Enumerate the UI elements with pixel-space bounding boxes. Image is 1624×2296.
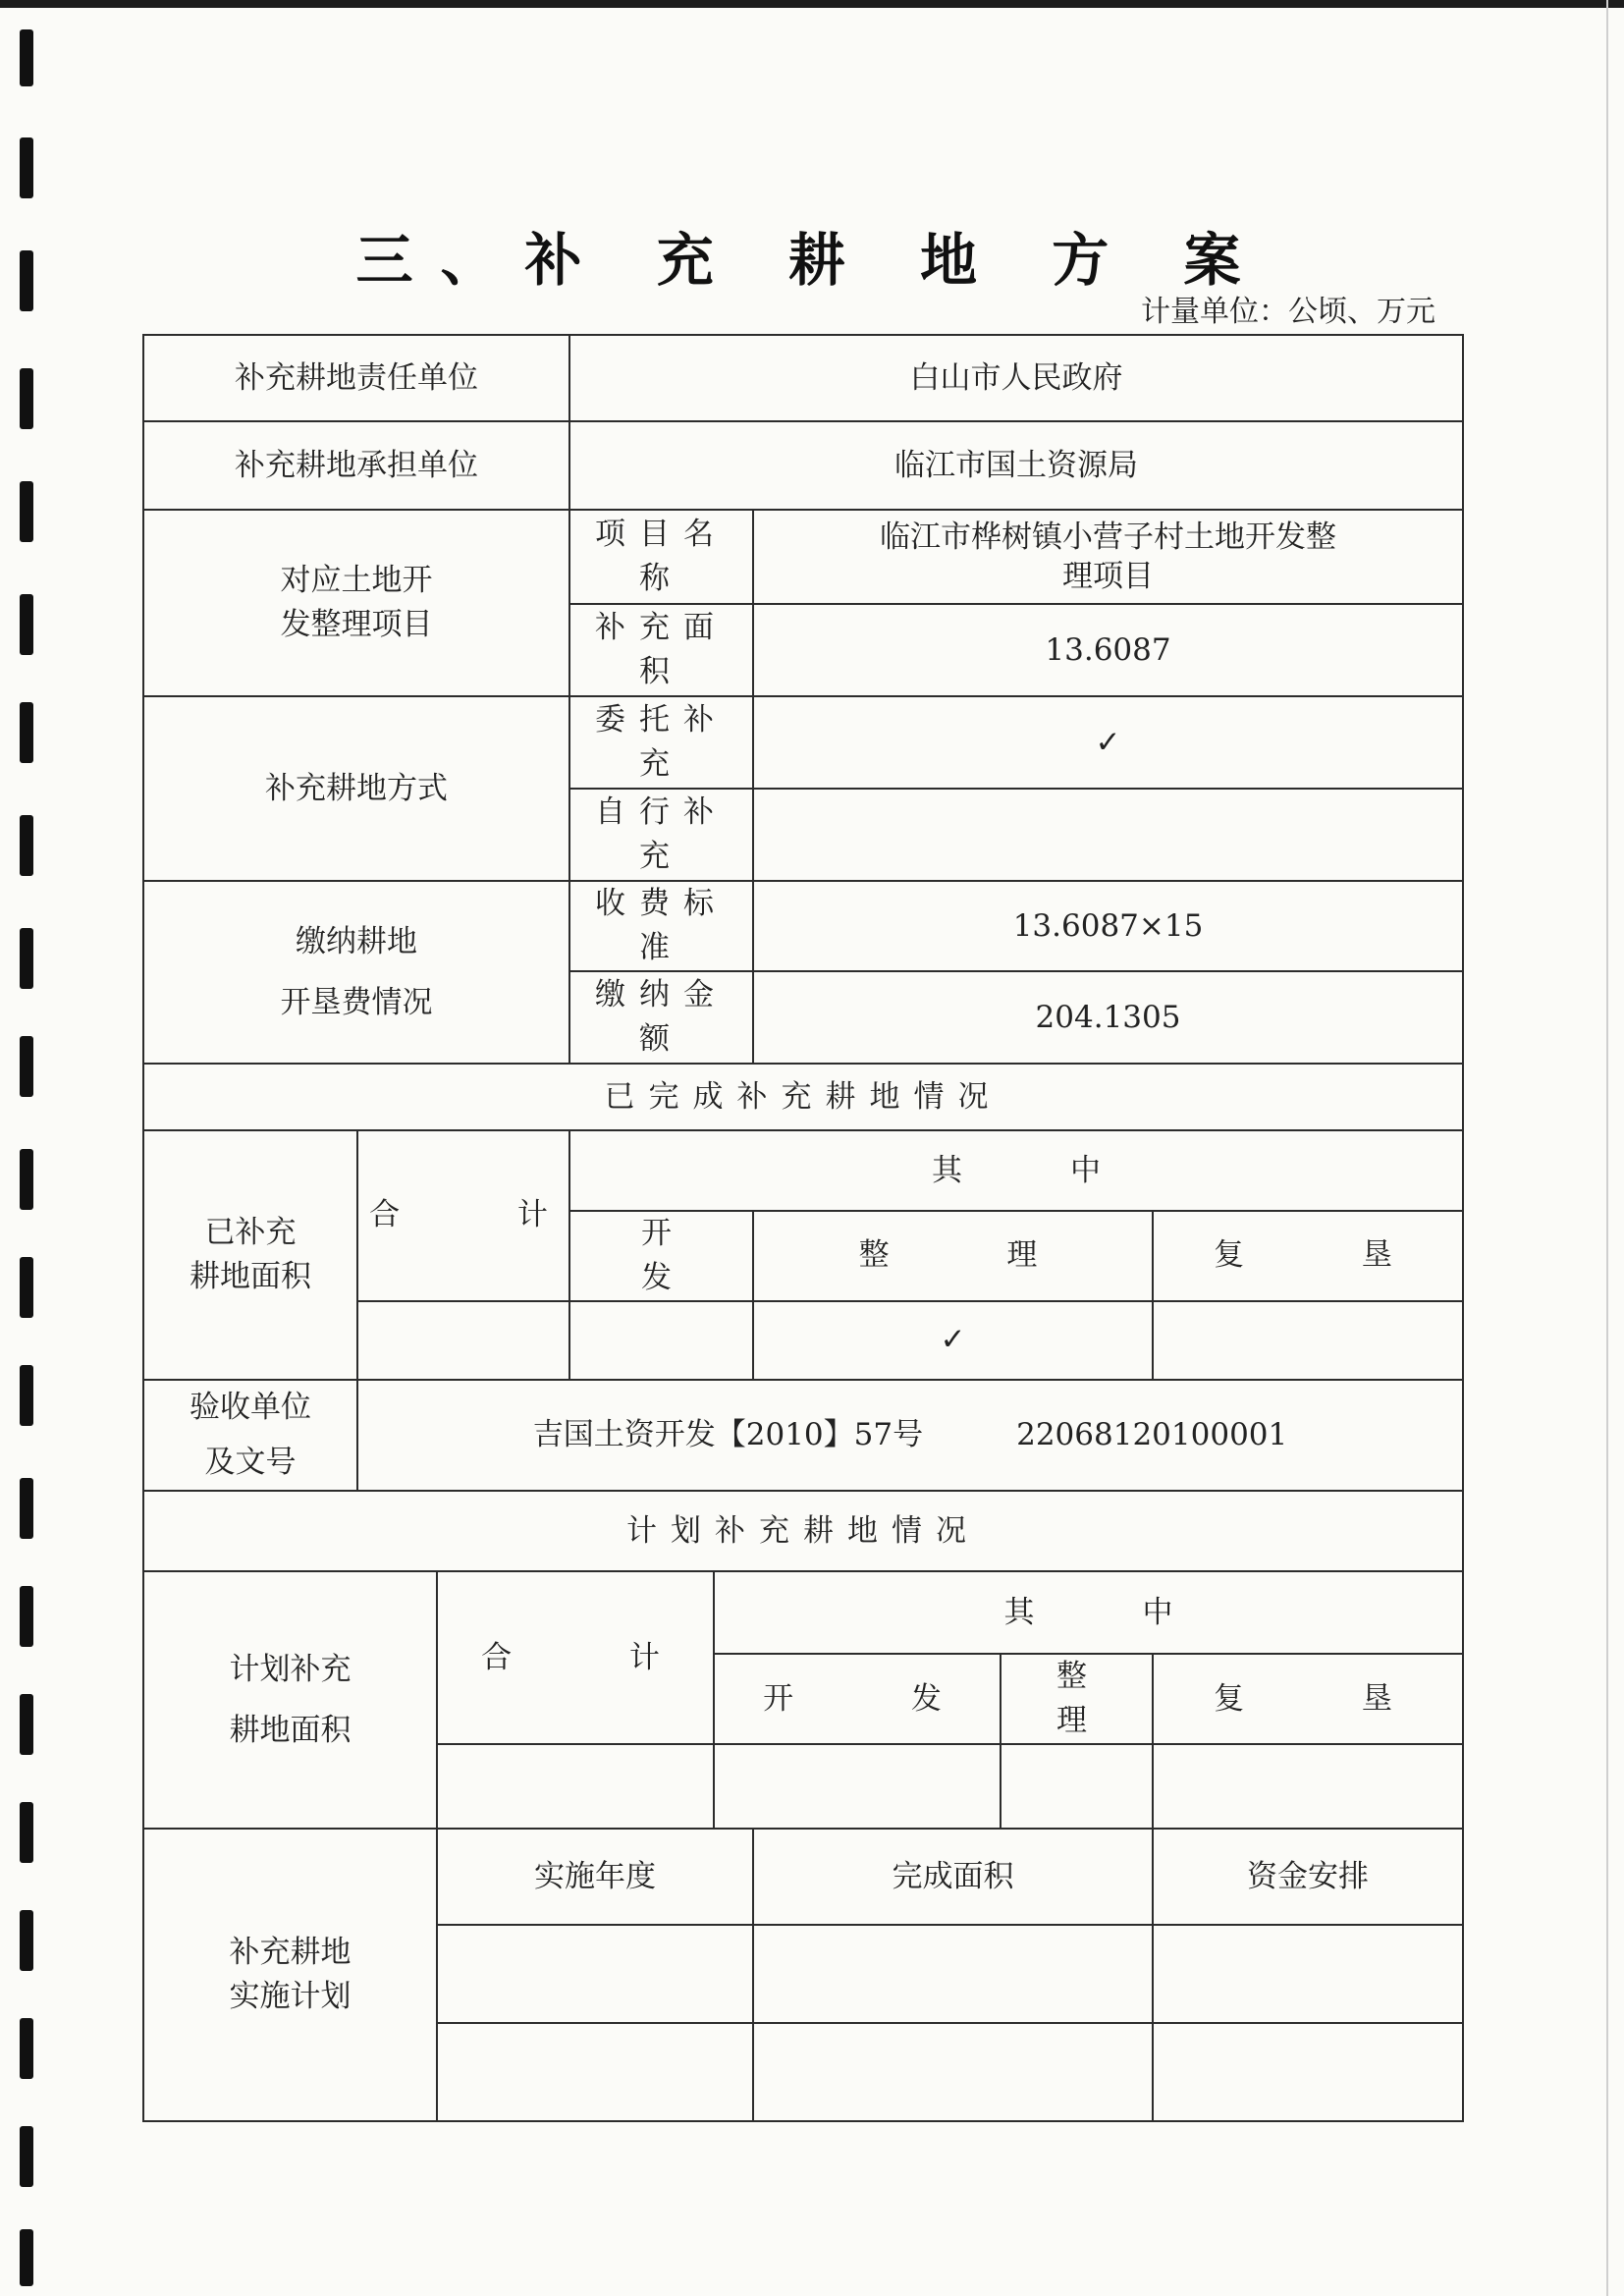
- binding-hole: [20, 137, 33, 198]
- planned-section-header: 计划补充耕地情况: [143, 1491, 1463, 1571]
- implementation-label-line1: 补充耕地: [229, 1935, 352, 1971]
- responsible-unit-label: 补充耕地责任单位: [143, 335, 569, 421]
- planned-consolidate-label: 整 理: [1001, 1654, 1153, 1744]
- entrusted-label: 委托补充: [569, 696, 753, 789]
- planned-consolidate-value: [1001, 1744, 1153, 1829]
- fee-label: [143, 881, 569, 1064]
- project-label-line1: 对应土地开: [280, 563, 433, 599]
- acceptance-label-line1: 验收单位: [189, 1389, 311, 1425]
- planned-of-which-header: [714, 1571, 1463, 1654]
- project-name-label: 项目名称: [569, 510, 753, 604]
- completed-area-label: [143, 1130, 357, 1380]
- project-name-line2: 理项目: [1062, 559, 1155, 594]
- project-name-value: [753, 510, 1463, 604]
- binding-hole: [20, 2018, 33, 2079]
- binding-hole: [20, 2229, 33, 2286]
- completed-develop-value: [569, 1301, 753, 1380]
- implementation-year-header: 实施年度: [437, 1829, 753, 1925]
- planned-develop-label: 开 发: [714, 1654, 1001, 1744]
- binding-hole: [20, 1910, 33, 1971]
- binding-hole: [20, 1694, 33, 1755]
- binding-hole: [20, 2126, 33, 2187]
- acceptance-code: 22068120100001: [1016, 1417, 1288, 1453]
- fee-amount-value: 204.1305: [753, 971, 1463, 1064]
- method-label: 补充耕地方式: [143, 696, 569, 881]
- planned-total-label: 合 计: [437, 1571, 714, 1744]
- project-area-label: 补充面积: [569, 604, 753, 696]
- completed-header-row: [143, 1064, 1463, 1130]
- undertaking-unit-row: [143, 421, 1463, 510]
- completed-total-value: [357, 1301, 569, 1380]
- completed-of-which-right: 中: [1070, 1152, 1102, 1188]
- implementation-year-cell: [437, 1925, 753, 2023]
- binding-hole: [20, 1586, 33, 1647]
- completed-section-header: 已完成补充耕地情况: [143, 1064, 1463, 1130]
- scan-right-edge: [1606, 0, 1608, 2296]
- completed-consolidate-label: 整 理: [753, 1211, 1153, 1301]
- implementation-header-row: [143, 1829, 1463, 1925]
- fee-standard-row: [143, 881, 1463, 971]
- completed-develop-label: 开 发: [569, 1211, 753, 1301]
- acceptance-label-line2: 及文号: [204, 1444, 297, 1480]
- undertaking-unit-value: 临江市国土资源局: [569, 421, 1463, 510]
- completed-reclaim-label: 复 垦: [1153, 1211, 1463, 1301]
- binding-hole: [20, 481, 33, 542]
- implementation-area-cell: [753, 2023, 1153, 2121]
- completed-consolidate-check-mark: ✓: [753, 1301, 1153, 1380]
- completed-area-label-line2: 耕地面积: [189, 1258, 311, 1294]
- planned-area-label-line1: 计划补充: [229, 1652, 352, 1688]
- completed-area-label-line1: 已补充: [204, 1215, 297, 1250]
- implementation-fund-cell: [1153, 2023, 1463, 2121]
- binding-hole: [20, 928, 33, 989]
- completed-of-which-left: 其: [932, 1152, 963, 1188]
- fee-amount-label: 缴纳金额: [569, 971, 753, 1064]
- project-name-row: [143, 510, 1463, 604]
- planned-of-which-row: [143, 1571, 1463, 1654]
- page-title: 三、补 充 耕 地 方 案: [355, 227, 1269, 294]
- entrusted-row: [143, 696, 1463, 789]
- entrusted-check-mark: ✓: [753, 696, 1463, 789]
- planned-develop-value: [714, 1744, 1001, 1829]
- implementation-area-header: 完成面积: [753, 1829, 1153, 1925]
- fee-standard-label: 收费标准: [569, 881, 753, 971]
- binding-hole: [20, 368, 33, 429]
- planned-reclaim-label: 复 垦: [1153, 1654, 1463, 1744]
- planned-header-row: [143, 1491, 1463, 1571]
- project-label-line2: 发整理项目: [280, 607, 433, 642]
- scan-top-edge: [0, 0, 1624, 8]
- self-supplement-value: [753, 789, 1463, 881]
- implementation-label: [143, 1829, 437, 2121]
- completed-of-which-header: [569, 1130, 1463, 1211]
- implementation-fund-cell: [1153, 1925, 1463, 2023]
- self-supplement-label: 自行补充: [569, 789, 753, 881]
- binding-hole: [20, 815, 33, 876]
- binding-hole: [20, 1478, 33, 1539]
- project-area-value: 13.6087: [753, 604, 1463, 696]
- acceptance-doc-number: 吉国土资开发【2010】57号: [532, 1417, 924, 1453]
- project-name-line1: 临江市桦树镇小营子村土地开发整: [880, 519, 1337, 555]
- completed-of-which-row: [143, 1130, 1463, 1211]
- binding-hole: [20, 1257, 33, 1318]
- fee-label-line1: 缴纳耕地: [296, 924, 417, 959]
- completed-reclaim-value: [1153, 1301, 1463, 1380]
- binding-hole: [20, 29, 33, 86]
- undertaking-unit-label: 补充耕地承担单位: [143, 421, 569, 510]
- completed-total-label: 合 计: [357, 1130, 569, 1301]
- project-label: [143, 510, 569, 696]
- binding-hole: [20, 1149, 33, 1210]
- fee-label-line2: 开垦费情况: [280, 985, 433, 1020]
- binding-hole: [20, 1365, 33, 1426]
- binding-hole: [20, 1036, 33, 1097]
- responsible-unit-value: 白山市人民政府: [569, 335, 1463, 421]
- unit-note: 计量单位：公顷、万元: [1141, 295, 1435, 329]
- implementation-year-cell: [437, 2023, 753, 2121]
- planned-area-label: [143, 1571, 437, 1829]
- planned-reclaim-value: [1153, 1744, 1463, 1829]
- planned-of-which-right: 中: [1142, 1595, 1173, 1630]
- acceptance-row: [143, 1380, 1463, 1492]
- supplementary-farmland-table: [142, 334, 1464, 2122]
- planned-total-value: [437, 1744, 714, 1829]
- responsible-unit-row: [143, 335, 1463, 421]
- implementation-label-line2: 实施计划: [229, 1979, 352, 2015]
- implementation-area-cell: [753, 1925, 1153, 2023]
- planned-of-which-left: 其: [1003, 1595, 1035, 1630]
- acceptance-document: [357, 1380, 1463, 1492]
- acceptance-label: [143, 1380, 357, 1492]
- binding-hole: [20, 1802, 33, 1863]
- implementation-fund-header: 资金安排: [1153, 1829, 1463, 1925]
- binding-hole: [20, 702, 33, 763]
- planned-area-label-line2: 耕地面积: [229, 1713, 352, 1749]
- fee-standard-value: 13.6087×15: [753, 881, 1463, 971]
- binding-hole: [20, 594, 33, 655]
